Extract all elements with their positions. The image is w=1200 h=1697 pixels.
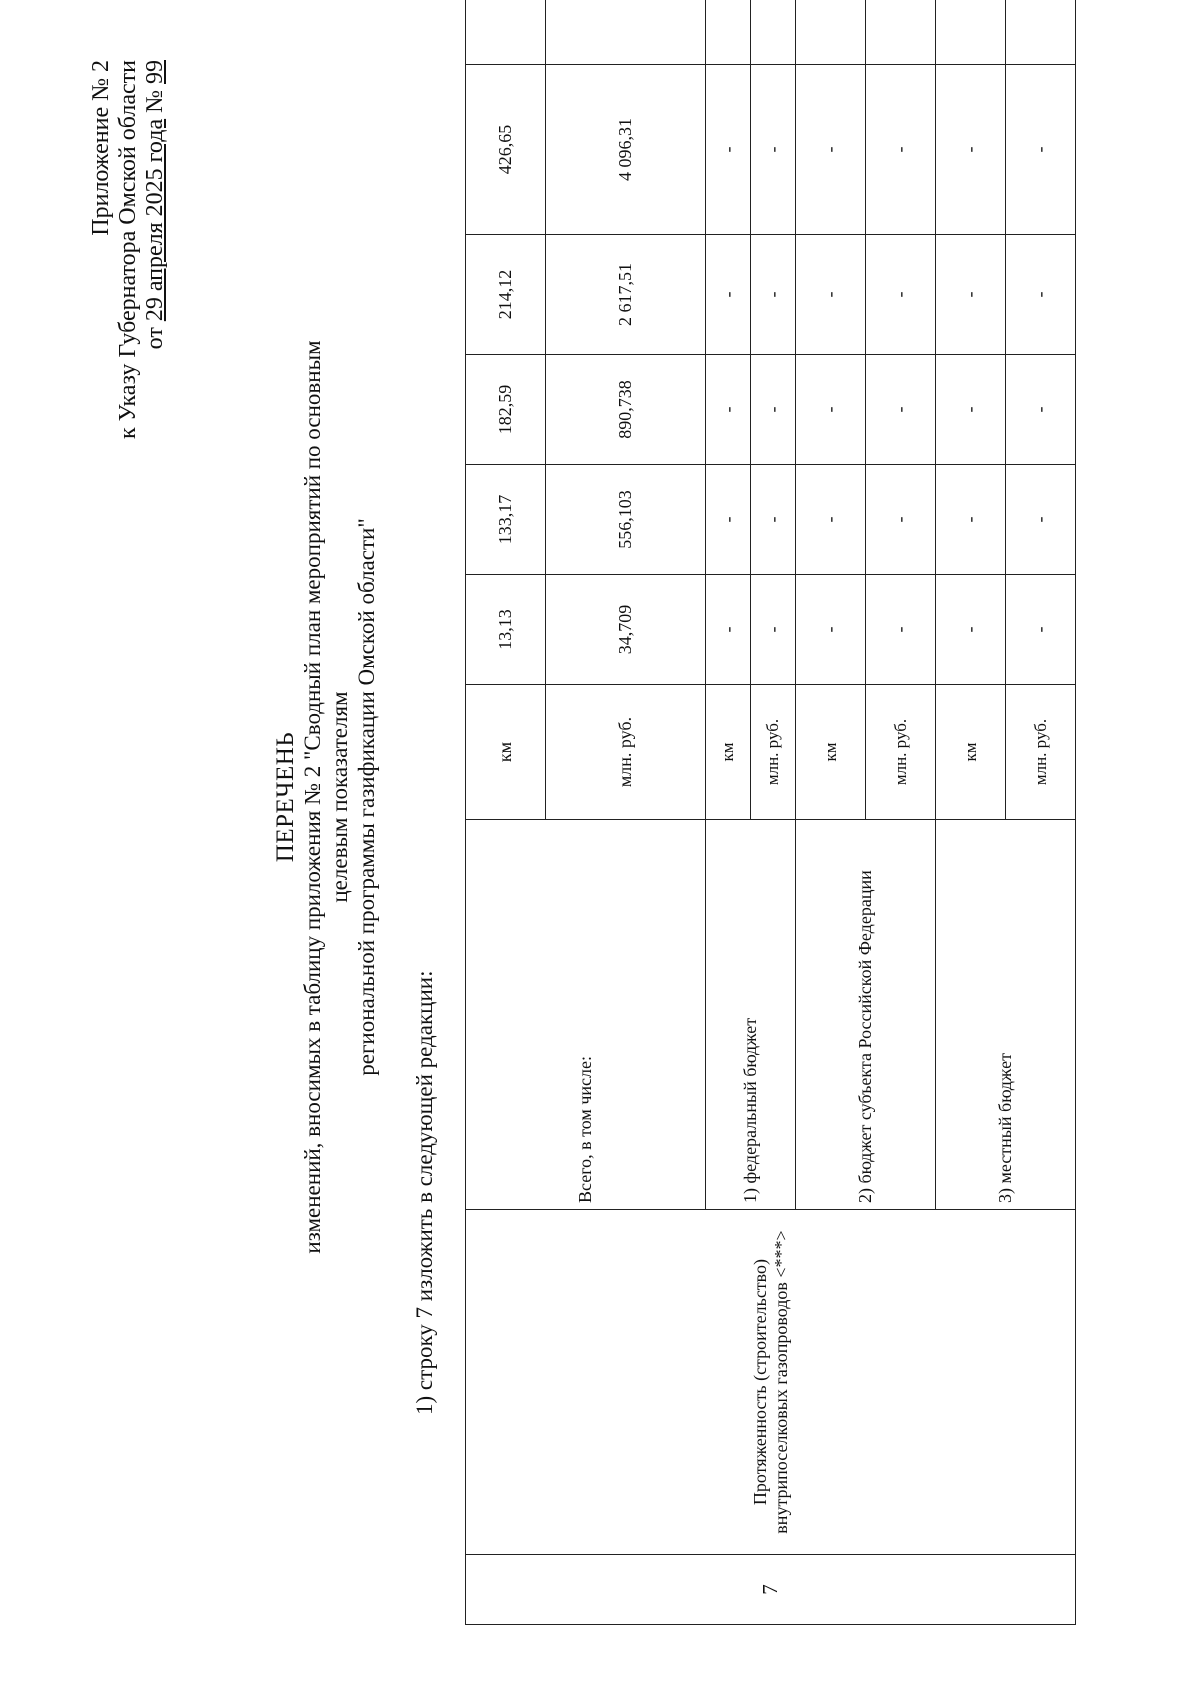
row-number: 7 xyxy=(466,1555,1076,1625)
value-cell: - xyxy=(706,65,751,235)
value-cell: - xyxy=(866,465,936,575)
value-cell: 556,103 xyxy=(546,465,706,575)
value-cell: - xyxy=(706,465,751,575)
value-cell: 133,17 xyxy=(466,465,546,575)
value-cell: - xyxy=(866,355,936,465)
value-cell: - xyxy=(936,65,1006,235)
value-cell: - xyxy=(706,235,751,355)
unit-cell: км xyxy=(706,685,751,820)
value-cell: - xyxy=(866,575,936,685)
appendix-title: Приложение № 2 xyxy=(88,60,114,236)
source-label: Всего, в том числе: xyxy=(466,820,706,1210)
indicator-name: Протяженность (строительство) внутрипоселковых газопроводов <***> xyxy=(466,1210,1076,1555)
value-cell: - xyxy=(936,235,1006,355)
value-cell: - xyxy=(936,575,1006,685)
indicator-table xyxy=(465,0,1076,1625)
value-cell: - xyxy=(796,465,866,575)
value-cell xyxy=(751,0,796,65)
value-cell xyxy=(796,0,866,65)
value-cell: - xyxy=(1006,575,1076,685)
value-cell: - xyxy=(936,465,1006,575)
value-cell: - xyxy=(796,235,866,355)
source-label: 2) бюджет субъекта Российской Федерации xyxy=(796,820,936,1210)
number-prefix: № xyxy=(142,84,168,119)
source-label: 1) федеральный бюджет xyxy=(706,820,796,1210)
value-cell xyxy=(866,0,936,65)
document-title: ПЕРЕЧЕНЬ xyxy=(272,731,299,863)
value-cell: - xyxy=(706,355,751,465)
document-heading xyxy=(272,297,380,1297)
unit-cell: млн. руб. xyxy=(1006,685,1076,820)
value-cell xyxy=(1006,0,1076,65)
value-cell: 214,12 xyxy=(466,235,546,355)
appendix-decree: к Указу Губернатора Омской области xyxy=(115,60,141,440)
value-cell: - xyxy=(1006,65,1076,235)
value-cell: 426,65 xyxy=(466,65,546,235)
value-cell: - xyxy=(751,235,796,355)
value-cell: - xyxy=(796,355,866,465)
value-cell: 182,59 xyxy=(466,355,546,465)
value-cell: - xyxy=(796,575,866,685)
value-cell: - xyxy=(1006,355,1076,465)
value-cell: - xyxy=(1006,235,1076,355)
value-cell: - xyxy=(751,65,796,235)
unit-cell: км xyxy=(936,685,1006,820)
unit-cell: млн. руб. xyxy=(751,685,796,820)
value-cell xyxy=(466,0,546,65)
value-cell: - xyxy=(751,575,796,685)
value-cell: - xyxy=(706,575,751,685)
date-prefix: от xyxy=(142,321,168,350)
value-cell: 4 096,31 xyxy=(546,65,706,235)
value-cell: 2 617,51 xyxy=(546,235,706,355)
value-cell: - xyxy=(936,355,1006,465)
intro-paragraph: 1) строку 7 изложить в следующей редакции: xyxy=(412,970,437,1415)
value-cell: - xyxy=(751,465,796,575)
value-cell: - xyxy=(866,235,936,355)
source-label: 3) местный бюджет xyxy=(936,820,1076,1210)
unit-cell: км xyxy=(796,685,866,820)
heading-line-1: изменений, вносимых в таблицу приложения № 2 "Сводный план мероприятий по основным целевым показателям xyxy=(300,340,352,1254)
decree-date: 29 апреля 2025 года xyxy=(142,118,168,322)
value-cell: - xyxy=(866,65,936,235)
value-cell xyxy=(936,0,1006,65)
appendix-header xyxy=(88,60,169,439)
value-cell xyxy=(706,0,751,65)
value-cell: - xyxy=(1006,465,1076,575)
value-cell: - xyxy=(796,65,866,235)
value-cell: 34,709 xyxy=(546,575,706,685)
table-row xyxy=(466,0,546,1625)
unit-cell: млн. руб. xyxy=(546,685,706,820)
appendix-date-line xyxy=(142,60,169,439)
value-cell: 13,13 xyxy=(466,575,546,685)
unit-cell: млн. руб. xyxy=(866,685,936,820)
value-cell: - xyxy=(751,355,796,465)
unit-cell: км xyxy=(466,685,546,820)
heading-line-2: региональной программы газификации Омской области" xyxy=(354,518,379,1076)
decree-number: 99 xyxy=(142,60,168,84)
value-cell: 890,738 xyxy=(546,355,706,465)
value-cell xyxy=(546,0,706,65)
